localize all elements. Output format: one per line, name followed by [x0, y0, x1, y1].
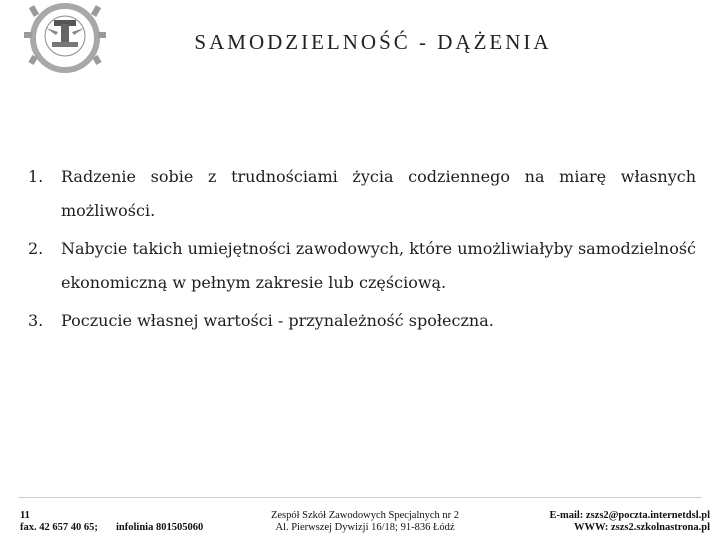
goals-list [28, 160, 696, 342]
list-item-number: 2. [28, 239, 44, 258]
footer-divider [18, 497, 702, 498]
fax-number: fax. 42 657 40 65; [20, 522, 98, 533]
email-address: E-mail: zszs2@poczta.internetdsl.pl [549, 510, 710, 521]
infoline-number: infolinia 801505060 [116, 522, 204, 533]
footer [0, 490, 720, 540]
page-number: 11 [20, 510, 30, 521]
list-item-text: Poczucie własnej wartości - przynależność społeczna. [61, 311, 494, 330]
website-address: WWW: zszs2.szkolnastrona.pl [573, 522, 710, 533]
list-item [28, 232, 696, 300]
list-item-text: Nabycie takich umiejętności zawodowych, które umożliwiałyby samodzielność ekonomiczną w pełnym zakresie lub częściową. [61, 239, 696, 292]
list-item-text: Radzenie sobie z trudnościami życia codziennego na miarę własnych możliwości. [61, 167, 696, 220]
list-item-number: 1. [28, 167, 44, 186]
slide-title: SAMODZIELNOŚĆ - DĄŻENIA [194, 30, 552, 54]
school-name: Zespół Szkół Zawodowych Specjalnych nr 2 [270, 510, 460, 521]
school-address: Al. Pierwszej Dywizji 16/18; 91-836 Łódź [275, 522, 455, 533]
list-item [28, 160, 696, 228]
list-item [28, 304, 696, 338]
list-item-number: 3. [28, 311, 44, 330]
